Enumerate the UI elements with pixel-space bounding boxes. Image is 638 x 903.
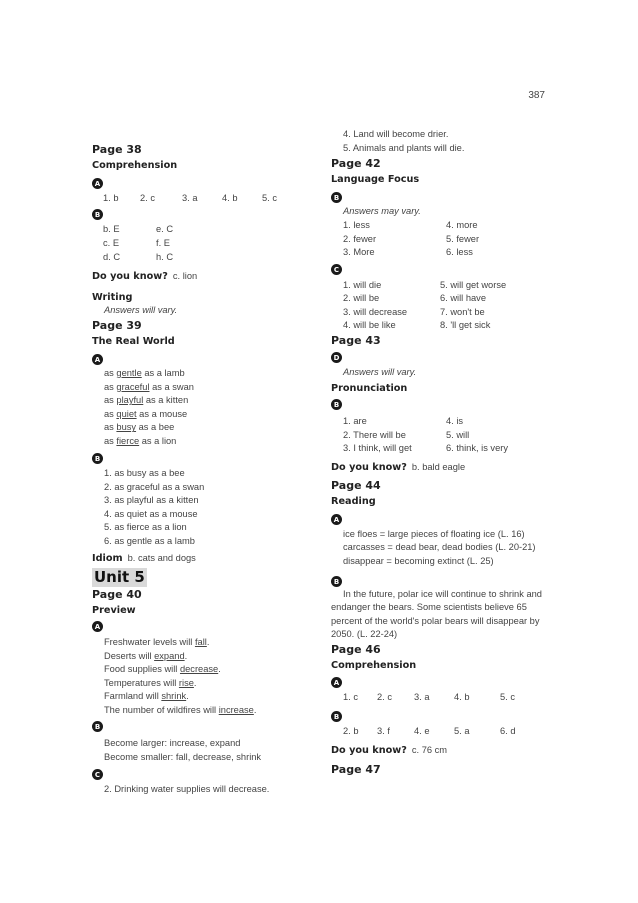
dyk-answer: c. lion: [172, 271, 198, 281]
answer: 2. as graceful as a swan: [104, 482, 205, 492]
answer: 6. will have: [440, 293, 486, 303]
answer: 5. as fierce as a lion: [104, 522, 187, 532]
preview-line: [104, 691, 189, 701]
answer: 5. a: [454, 726, 470, 736]
preview-punct: .: [253, 705, 257, 715]
answer: 5. will get worse: [440, 280, 507, 290]
idiom-answer: b. cats and dogs: [127, 553, 196, 563]
answer: Become smaller: fall, decrease, shrink: [104, 752, 262, 762]
answer: 6. d: [500, 726, 516, 736]
answer: f. E: [156, 238, 170, 248]
answer: 2. fewer: [343, 234, 377, 244]
dyk-answer: c. 76 cm: [411, 745, 448, 755]
preview-keyword: shrink: [161, 691, 187, 702]
simile-prefix: as: [104, 408, 117, 419]
preview-line: [104, 705, 256, 715]
badge-a: A: [331, 514, 342, 525]
unit-title: Unit 5: [94, 568, 145, 586]
answer: 4. will be like: [343, 320, 396, 330]
answer: 3. a: [414, 692, 430, 702]
simile-prefix: as: [104, 381, 117, 392]
answer: 2. Drinking water supplies will decrease.: [104, 784, 270, 794]
preview-line: [104, 664, 221, 674]
badge-c: C: [92, 769, 103, 780]
simile-prefix: as: [104, 368, 117, 378]
simile-adjective: quiet: [116, 408, 137, 419]
simile-adjective: playful: [116, 395, 144, 406]
answer: 1. less: [343, 220, 370, 230]
answer: carcasses = dead bear, dead bodies (L. 20-21): [343, 542, 536, 552]
preview-keyword: decrease: [179, 664, 219, 675]
simile-rest: as a kitten: [143, 395, 189, 406]
heading-page-46: Page 46: [331, 643, 381, 656]
simile-line: [104, 422, 174, 432]
reading-line: 2050. (L. 22-24): [331, 629, 398, 639]
do-you-know: [331, 462, 465, 473]
preview-punct: .: [184, 650, 188, 661]
answer: 5. c: [500, 692, 515, 702]
section-preview: Preview: [92, 605, 136, 616]
simile-adjective: fierce: [116, 436, 140, 446]
preview-text: Temperatures will: [104, 677, 179, 688]
answer: 5. c: [262, 193, 277, 203]
simile-prefix: as: [104, 422, 117, 433]
simile-rest: as a mouse: [136, 408, 188, 419]
section-real-world: The Real World: [92, 336, 175, 347]
answer: 4. e: [414, 726, 430, 736]
heading-page-44: Page 44: [331, 479, 381, 492]
answer: h. C: [156, 252, 174, 262]
badge-b: B: [331, 192, 342, 203]
answer: 3. I think, will get: [343, 443, 412, 453]
answer: 5. fewer: [446, 234, 480, 244]
dyk-label: Do you know?: [331, 745, 407, 756]
answer: 1. b: [103, 193, 119, 203]
preview-text: Farmland will: [104, 691, 162, 702]
simile-adjective: gentle: [116, 368, 142, 378]
badge-b: B: [331, 399, 342, 410]
preview-punct: .: [218, 664, 221, 675]
section-comprehension: Comprehension: [331, 660, 417, 671]
preview-punct: .: [186, 691, 189, 702]
answer: 2. c: [140, 193, 155, 203]
page-number: 387: [528, 90, 545, 101]
preview-keyword: rise: [178, 677, 194, 688]
dyk-label: Do you know?: [92, 271, 168, 282]
answer: 3. More: [343, 247, 375, 257]
heading-page-40: Page 40: [92, 588, 142, 601]
reading-line: endanger the bears. Some scientists believe 65: [331, 602, 527, 612]
answer: d. C: [103, 252, 121, 262]
preview-text: Deserts will: [104, 650, 155, 661]
answer: 2. c: [377, 692, 392, 702]
simile-rest: as a swan: [149, 381, 194, 392]
answer: 7. won't be: [440, 307, 485, 317]
reading-line: percent of the world's polar bears will disappear by: [331, 616, 540, 626]
preview-text: Freshwater levels will: [104, 637, 195, 647]
badge-b: B: [92, 453, 103, 464]
badge-a: A: [331, 677, 342, 688]
preview-keyword: increase: [218, 705, 254, 715]
dyk-label: Do you know?: [331, 462, 407, 473]
section-language-focus: Language Focus: [331, 174, 420, 185]
preview-line: [104, 637, 209, 647]
dyk-answer: b. bald eagle: [411, 462, 466, 472]
badge-a: A: [92, 621, 103, 632]
answer: 1. are: [343, 416, 367, 426]
heading-page-38: Page 38: [92, 143, 142, 156]
answer: 4. more: [446, 220, 478, 230]
simile-rest: as a lion: [139, 436, 177, 446]
idiom: [92, 553, 196, 564]
answer: 3. will decrease: [343, 307, 408, 317]
heading-page-42: Page 42: [331, 157, 381, 170]
answer: 1. will die: [343, 280, 382, 290]
answer: 5. Animals and plants will die.: [343, 143, 465, 153]
answer: e. C: [156, 224, 174, 234]
badge-d: D: [331, 352, 342, 363]
answer: Become larger: increase, expand: [104, 738, 241, 748]
answer: 2. There will be: [343, 430, 406, 440]
badge-b: B: [331, 711, 342, 722]
reading-line: In the future, polar ice will continue to shrink and: [343, 589, 542, 599]
badge-b: B: [92, 721, 103, 732]
answer: disappear = becoming extinct (L. 25): [343, 556, 494, 566]
simile-prefix: as: [104, 436, 117, 446]
preview-text: The number of wildfires will: [104, 705, 219, 715]
answer: 4. as quiet as a mouse: [104, 509, 198, 519]
writing-answer: Answers will vary.: [104, 305, 178, 315]
simile-prefix: as: [104, 395, 117, 406]
badge-b: B: [92, 209, 103, 220]
do-you-know: [331, 745, 447, 756]
answer: 8. 'll get sick: [440, 320, 491, 330]
answer: 1. c: [343, 692, 358, 702]
answer: 4. b: [454, 692, 470, 702]
preview-text: Food supplies will: [104, 664, 180, 675]
preview-line: [104, 651, 187, 661]
answer: 6. think, is very: [446, 443, 509, 453]
answer: 4. b: [222, 193, 238, 203]
answer: 3. as playful as a kitten: [104, 495, 199, 505]
answer: 4. is: [446, 416, 464, 426]
badge-b: B: [331, 576, 342, 587]
preview-punct: .: [206, 637, 210, 647]
answer: 2. b: [343, 726, 359, 736]
simile-line: [104, 382, 194, 392]
answer: 6. as gentle as a lamb: [104, 536, 195, 546]
preview-line: [104, 678, 197, 688]
badge-a: A: [92, 354, 103, 365]
simile-line: [104, 436, 176, 446]
simile-adjective: graceful: [116, 381, 150, 392]
answer: 4. Land will become drier.: [343, 129, 449, 139]
section-pronunciation: Pronunciation: [331, 383, 408, 394]
note: Answers may vary.: [343, 206, 421, 216]
simile-adjective: busy: [116, 422, 137, 433]
answer: 2. will be: [343, 293, 380, 303]
answer: ice floes = large pieces of floating ice (L. 16): [343, 529, 525, 539]
simile-rest: as a lamb: [141, 368, 185, 378]
answer: c. E: [103, 238, 120, 248]
heading-page-39: Page 39: [92, 319, 142, 332]
answer: b. E: [103, 224, 120, 234]
preview-punct: .: [193, 677, 197, 688]
answer: 3. f: [377, 726, 390, 736]
heading-page-47: Page 47: [331, 763, 381, 776]
preview-keyword: fall: [194, 637, 207, 647]
answer: 3. a: [182, 193, 198, 203]
note: Answers will vary.: [343, 367, 417, 377]
badge-c: C: [331, 264, 342, 275]
answer: 1. as busy as a bee: [104, 468, 185, 478]
section-writing: Writing: [92, 292, 133, 303]
simile-line: [104, 368, 185, 378]
preview-keyword: expand: [154, 650, 185, 661]
answer: 6. less: [446, 247, 473, 257]
badge-a: A: [92, 178, 103, 189]
idiom-label: Idiom: [92, 553, 123, 564]
section-comprehension: Comprehension: [92, 160, 178, 171]
simile-line: [104, 395, 188, 405]
answer: 5. will: [446, 430, 470, 440]
simile-line: [104, 409, 187, 419]
section-reading: Reading: [331, 496, 376, 507]
do-you-know: [92, 271, 197, 282]
heading-page-43: Page 43: [331, 334, 381, 347]
simile-rest: as a bee: [136, 422, 175, 433]
